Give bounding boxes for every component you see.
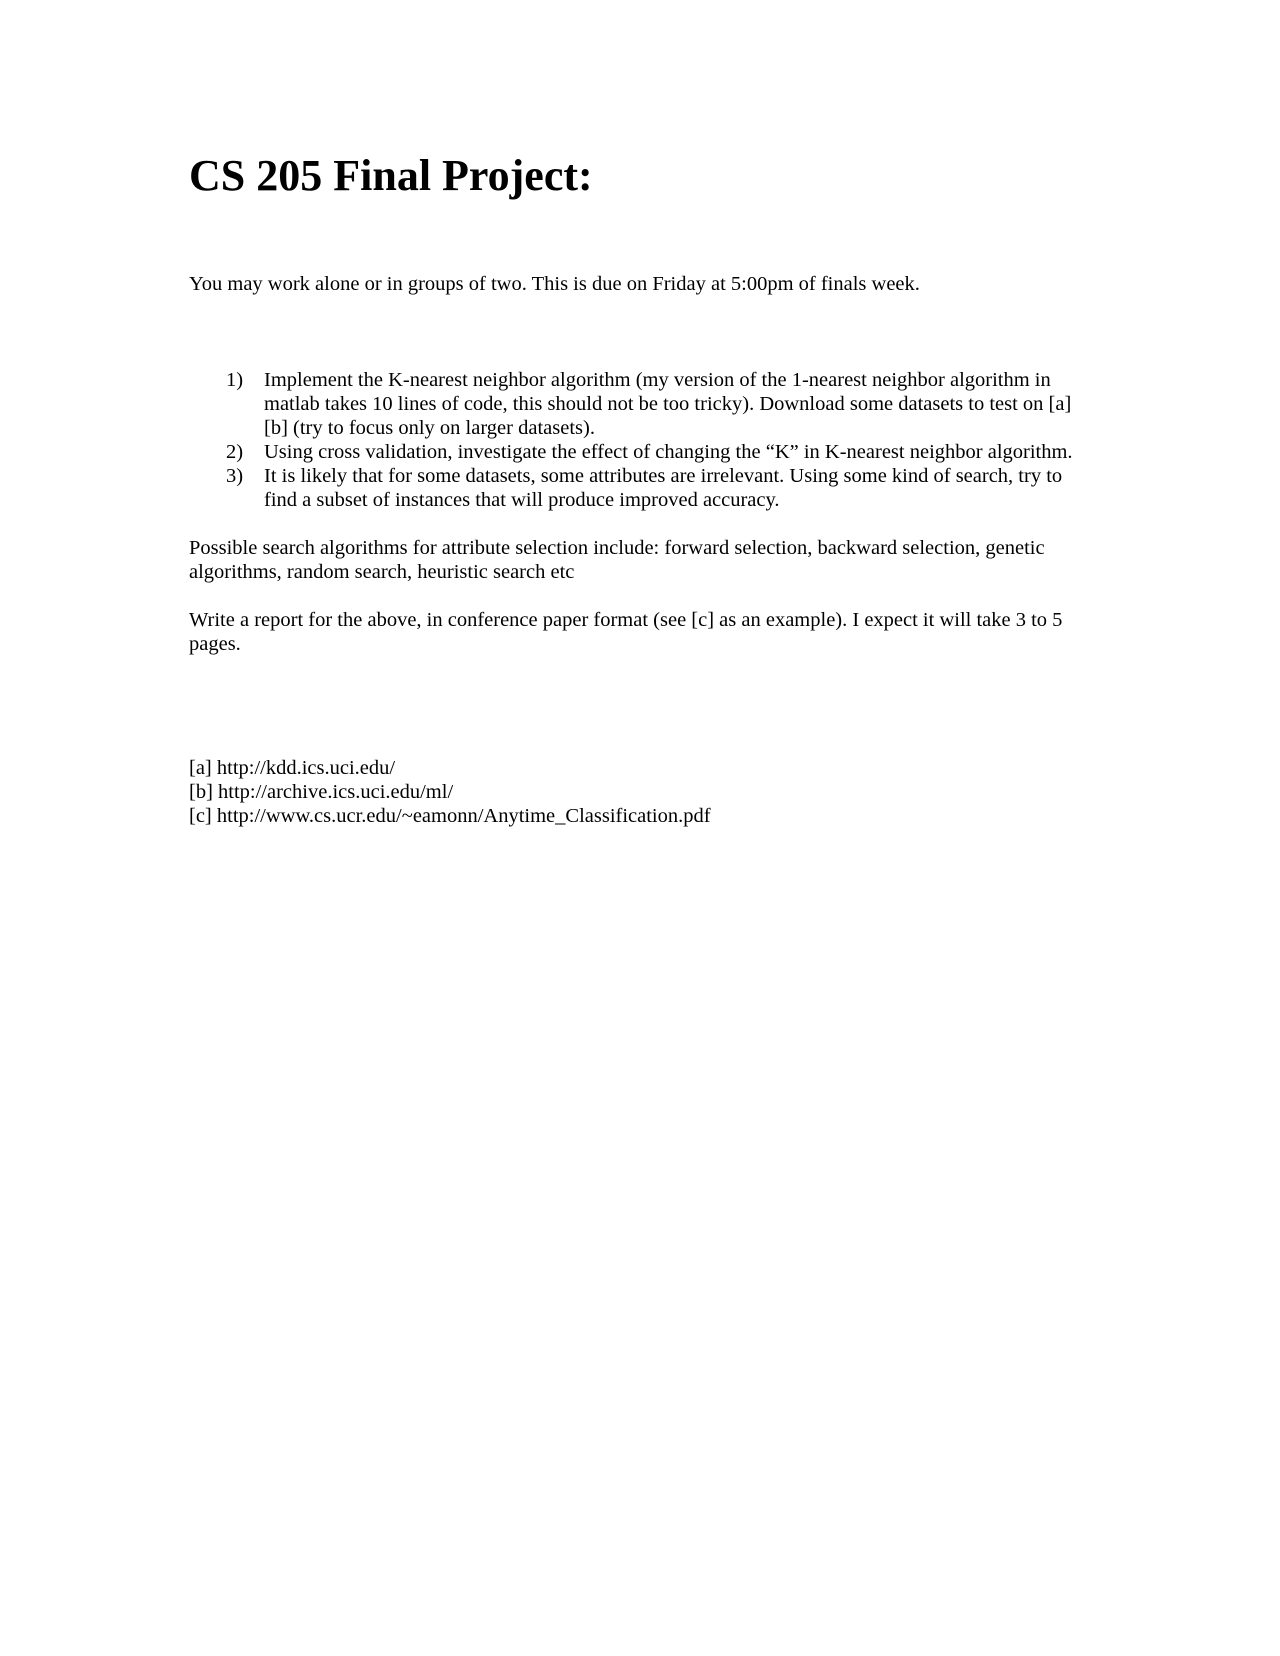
search-algorithms-paragraph: Possible search algorithms for attribute selection include: forward selection, backward selection, genetic algorithms, random search, heuristic search etc (189, 537, 1045, 583)
page-title: CS 205 Final Project: (189, 151, 593, 200)
task-number: 1) (226, 369, 244, 391)
task-list (189, 368, 1099, 512)
reference-b: [b] http://archive.ics.uci.edu/ml/ (189, 781, 454, 803)
task-item (189, 368, 1099, 440)
task-text: It is likely that for some datasets, some attributes are irrelevant. Using some kind of search, try to find a subset of instances that will produce improved accuracy. (264, 465, 1063, 511)
task-number: 2) (226, 441, 244, 463)
reference-c: [c] http://www.cs.ucr.edu/~eamonn/Anytime_Classification.pdf (189, 805, 711, 827)
task-item (189, 440, 1099, 464)
task-item (189, 464, 1099, 512)
task-text: Using cross validation, investigate the effect of changing the “K” in K-nearest neighbor algorithm. (264, 441, 1073, 463)
report-paragraph: Write a report for the above, in conference paper format (see [c] as an example). I expect it will take 3 to 5 pages. (189, 609, 1063, 655)
reference-a: [a] http://kdd.ics.uci.edu/ (189, 757, 396, 779)
task-number: 3) (226, 465, 244, 487)
task-text: Implement the K-nearest neighbor algorithm (my version of the 1-nearest neighbor algorithm in matlab takes 10 lines of code, this should not be too tricky). Download some datasets to test on [a] [b] (try to focus only on larger datasets). (264, 369, 1072, 439)
intro-paragraph: You may work alone or in groups of two. This is due on Friday at 5:00pm of finals week. (189, 273, 920, 295)
reference-list (189, 756, 711, 828)
